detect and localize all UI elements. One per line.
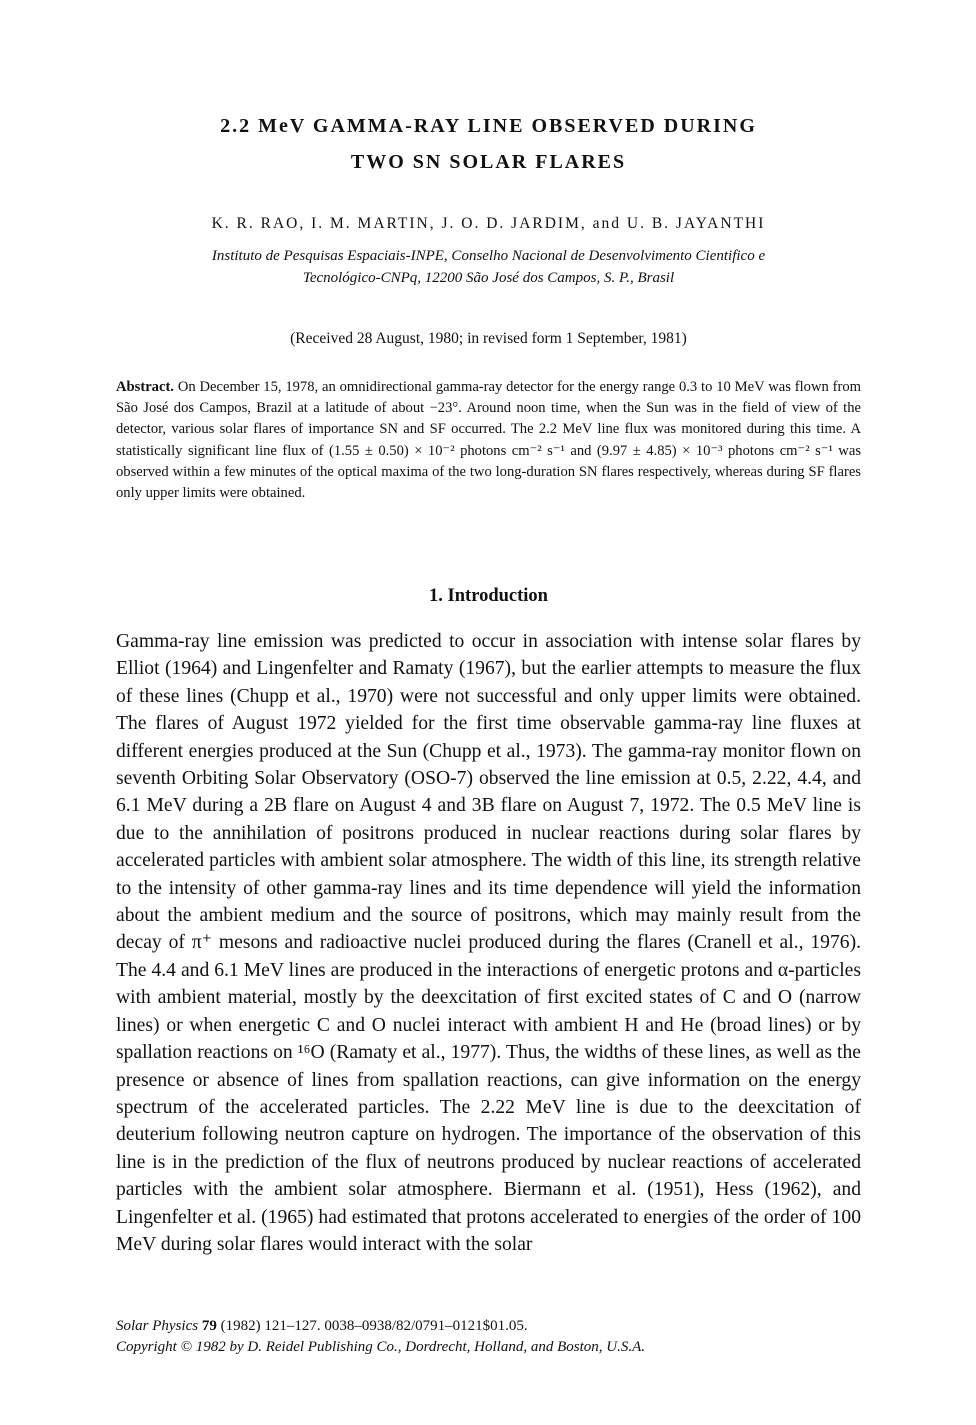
- footer-citation: [116, 1316, 861, 1358]
- author-list: K. R. RAO, I. M. MARTIN, J. O. D. JARDIM, and U. B. JAYANTHI: [211, 215, 766, 232]
- paper-title: [116, 108, 861, 180]
- affiliation-line-1: Instituto de Pesquisas Espaciais-INPE, Conselho Nacional de Desenvolvimento Cientifico e: [211, 248, 766, 264]
- title-line-2: TWO SN SOLAR FLARES: [350, 151, 627, 173]
- section-heading: 1. Introduction: [429, 586, 548, 606]
- journal-name: Solar Physics: [116, 1318, 199, 1334]
- body-paragraph: Gamma-ray line emission was predicted to occur in association with intense solar flares by Elliot (1964) and Lingenfelter and Ramaty (1967), but the earlier attempts to measure the flux of these lines (Chupp et al., 1970) were not successful and only upper limits were obtained. The flares of August 1972 yielded for the first time observable gamma-ray line fluxes at different energies produced at the Sun (Chupp et al., 1973). The gamma-ray monitor flown on seventh Orbiting Solar Observatory (OSO-7) observed the line emission at 0.5, 2.22, 4.4, and 6.1 MeV during a 2B flare on August 4 and 3B flare on August 7, 1972. The 0.5 MeV line is due to the annihilation of positrons produced in nuclear reactions during solar flares by accelerated particles with ambient solar atmosphere. The width of this line, its strength relative to the intensity of other gamma-ray lines and its time dependence will yield the information about the ambient medium and the source of positrons, which may mainly result from the decay of π⁺ mesons and radioactive nuclei produced during the flares (Cranell et al., 1976). The 4.4 and 6.1 MeV lines are produced in the interactions of energetic protons and α-particles with ambient material, mostly by the deexcitation of first excited states of C and O (narrow lines) or when energetic C and O nuclei interact with ambient H and He (broad lines) or by spallation reactions on ¹⁶O (Ramaty et al., 1977). Thus, the widths of these lines, as well as the presence or absence of lines from spallation reactions, can give information on the energy spectrum of the accelerated particles. The 2.22 MeV line is due to the deexcitation of deuterium following neutron capture on hydrogen. The importance of the observation of this line is in the prediction of the flux of neutrons produced by nuclear reactions of accelerated particles with the ambient solar atmosphere. Biermann et al. (1951), Hess (1962), and Lingenfelter et al. (1965) had estimated that protons accelerated to energies of the order of 100 MeV during solar flares would interact with the solar: [116, 631, 861, 1255]
- citation-details: (1982) 121–127. 0038–0938/82/0791–0121$01.05.: [220, 1318, 528, 1334]
- received-dates: (Received 28 August, 1980; in revised form 1 September, 1981): [290, 330, 687, 347]
- abstract: [116, 377, 861, 504]
- abstract-text: On December 15, 1978, an omnidirectional gamma-ray detector for the energy range 0.3 to 10 MeV was flown from São José dos Campos, Brazil at a latitude of about −23°. Around noon time, when the Sun was in the field of view of the detector, various solar flares of importance SN and SF occurred. The 2.2 MeV line flux was monitored during this time. A statistically significant line flux of (1.55 ± 0.50) × 10⁻² photons cm⁻² s⁻¹ and (9.97 ± 4.85) × 10⁻³ photons cm⁻² s⁻¹ was observed within a few minutes of the optical maxima of the two long-duration SN flares respectively, whereas during SF flares only upper limits were obtained.: [116, 379, 861, 502]
- copyright-line: Copyright © 1982 by D. Reidel Publishing Co., Dordrecht, Holland, and Boston, U.S.A.: [116, 1339, 645, 1355]
- citation-line: [116, 1316, 861, 1337]
- title-line-1: 2.2 MeV GAMMA-RAY LINE OBSERVED DURING: [220, 115, 757, 137]
- body-text: [116, 628, 861, 1258]
- journal-volume: 79: [201, 1318, 217, 1334]
- affiliation: [116, 245, 861, 289]
- affiliation-line-2: Tecnológico-CNPq, 12200 São José dos Campos, S. P., Brasil: [302, 270, 675, 286]
- abstract-label: Abstract.: [116, 379, 174, 395]
